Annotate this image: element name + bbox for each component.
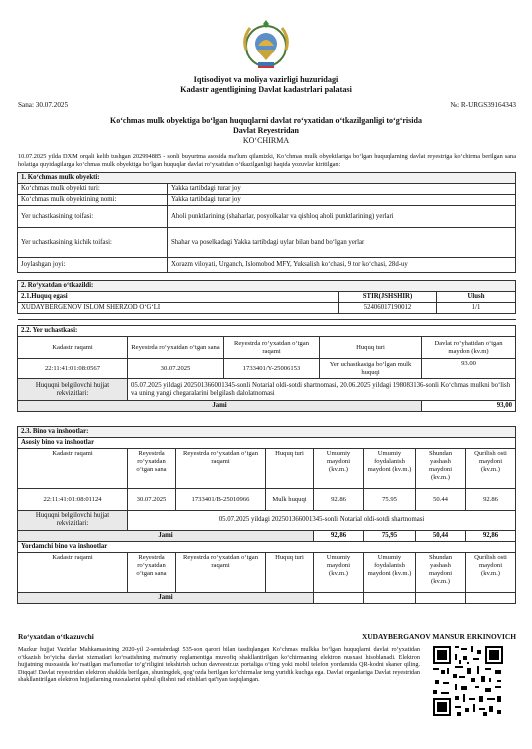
share-header: Ulush — [437, 292, 516, 303]
aux-col-date: Reyestrda ro‘yxatdan o‘tgan sana — [128, 552, 176, 592]
bld-total-area-sum: 92,86 — [314, 530, 364, 541]
title-line-1: Ko‘chmas mulk obyektiga bo‘lgan huquqlarni davlat ro‘yxatidan o‘tkazilganligi to‘g‘risida — [110, 116, 422, 125]
registrar-name: XUDAYBERGANOV MANSUR ERKINOVICH — [362, 632, 516, 641]
bld-col-living-area: Shundan yashash maydoni (kv.m.) — [416, 449, 466, 489]
land-total-value: 93,00 — [422, 401, 516, 412]
intro-paragraph: 10.07.2025 yilda DXM orqali kelib tushgan 202994885 - sonli buyurtma asosida ma'lum qilamizki, Ko‘chmas mulk obyektlariga bo‘lgan huquqlarning davlat reyestriga ko‘chirma berilgan sana holatiga quyidagilarga ko‘chmas mulk obyektiga bo‘lgan huquqlar davlat ro‘yxatidan o‘tkazilganligi haqida yozuvlar kiritilgan: — [18, 153, 516, 168]
aux-col-cadastre: Kadastr raqami — [18, 552, 128, 592]
land-plot-heading: 2.2. Yer uchastkasi: — [18, 326, 516, 337]
land-subcategory-value: Shahar va poselkadagi Yakka tartibdagi uylar bilan band bo‘lgan yerlar — [168, 228, 516, 258]
land-col-reg-number: Reyestrda ro‘yxatdan o‘tgan raqami — [224, 337, 320, 359]
bld-common-area-sum: 75,95 — [364, 530, 416, 541]
land-col-cadastre: Kadastr raqami — [18, 337, 128, 359]
land-cadastre: 22:11:41:01:08:0567 — [18, 359, 128, 379]
land-category-value: Aholi punktlarining (shaharlar, posyolkalar va qishloq aholi punktlarining) yerlari — [168, 206, 516, 228]
bld-footprint-area: 92.86 — [466, 489, 516, 511]
land-plot-table — [17, 325, 516, 412]
registration-table — [17, 280, 516, 320]
object-name-value: Yakka tartibdagi turar joy — [168, 195, 516, 206]
bld-date: 30.07.2025 — [128, 489, 176, 511]
aux-col-right-type: Huquq turi — [266, 552, 314, 592]
section-3-heading: 2.3. Bino va inshootlar: — [18, 427, 516, 438]
registrar-label: Ro‘yxatdan o‘tkazuvchi — [18, 632, 94, 641]
section-1-heading: 1. Ko‘chmas mulk obyekti: — [18, 173, 516, 184]
title-line-2: Davlat Reyestridan — [233, 126, 299, 135]
bld-right-type: Mulk huquqi — [266, 489, 314, 511]
bld-docs-value: 05.07.2025 yildagi 202501366001345-sonli Notarial oldi-sotdi shartnomasi — [128, 511, 516, 530]
bld-cadastre: 22:11:41:01:08:01124 — [18, 489, 128, 511]
document-number: №: R-URGS39164343 — [450, 101, 516, 109]
land-right-type: Yer uchastkasiga bo‘lgan mulk huquqi — [320, 359, 422, 379]
aux-buildings-heading: Yordamchi bino va inshootlar — [18, 541, 516, 552]
property-table — [17, 172, 516, 273]
bld-total-label: Jami — [18, 530, 314, 541]
object-type-value: Yakka tartibdagi turar joy — [168, 184, 516, 195]
land-col-right-type: Huquq turi — [320, 337, 422, 359]
bld-col-common-area: Umumiy foydalanish maydoni (kv.m.) — [364, 449, 416, 489]
bld-reg-number: 1733401/B-25010966 — [176, 489, 266, 511]
qr-code-icon[interactable] — [431, 644, 505, 718]
bld-col-reg-number: Reyestrda ro‘yxatdan o‘tgan raqami — [176, 449, 266, 489]
land-area: 93.00 — [422, 359, 516, 379]
main-buildings-heading: Asosiy bino va inshootlar — [18, 438, 516, 449]
land-category-label: Yer uchastkasining toifasi: — [18, 206, 168, 228]
land-subcategory-label: Yer uchastkasining kichik toifasi: — [18, 228, 168, 258]
land-total-label: Jami — [18, 401, 422, 412]
document-title — [0, 116, 532, 146]
owner-share: 1/1 — [437, 303, 516, 314]
state-emblem-icon — [236, 20, 296, 72]
buildings-table — [17, 426, 516, 604]
land-col-area: Davlat ro‘yhatidan o‘tgan maydon (kv.m) — [422, 337, 516, 359]
land-reg-number: 1733401/Y-25006153 — [224, 359, 320, 379]
aux-col-reg-number: Reyestrda ro‘yxatdan o‘tgan raqami — [176, 552, 266, 592]
bld-col-footprint-area: Qurilish osti maydoni (kv.m.) — [466, 449, 516, 489]
bld-living-area-sum: 50,44 — [416, 530, 466, 541]
owner-name: XUDAYBERGENOV ISLOM SHERZOD O‘G‘LI — [18, 303, 339, 314]
bld-docs-label: Huquqni belgilovchi hujjat rekvizitlari: — [18, 511, 128, 530]
aux-col-total-area: Umumiy maydoni (kv.m.) — [314, 552, 364, 592]
aux-col-footprint-area: Qurilish osti maydoni (kv.m.) — [466, 552, 516, 592]
owner-stir: 52406017190012 — [339, 303, 437, 314]
section-2-heading: 2. Ro‘yxatdan o‘tkazildi: — [18, 281, 516, 292]
bld-total-area: 92.86 — [314, 489, 364, 511]
bld-col-total-area: Umumiy maydoni (kv.m.) — [314, 449, 364, 489]
title-line-3: KO‘CHIRMA — [242, 136, 290, 145]
object-name-label: Ko‘chmas mulk obyektining nomi: — [18, 195, 168, 206]
bld-living-area: 50.44 — [416, 489, 466, 511]
location-value: Xorazm viloyati, Urganch, Islomobod MFY, Yuksalish ko‘chasi, 9 tor ko‘chasi, 28d-uy — [168, 258, 516, 273]
land-date: 30.07.2025 — [128, 359, 224, 379]
land-docs-label: Huquqni belgilovchi hujjat rekvizitlari: — [18, 379, 128, 401]
legal-footnote: Mazkur hujjat Vazirlar Mahkamasining 2020-yil 2-sentabrdagi 535-son qarori bilan tasdiqlangan Ko‘chmas mulkka bo‘lgan huquqlarni davlat ro‘yxatidan o‘tkazish bo‘yicha davlat xizmatlari ko‘rsatishning ma'muriy reglamentiga muvofiq shakllantirilgan ko‘chirmaning elektron nusxasi hisoblanadi. Elektron hujjatning nusxasida ko‘rsatilgan ma'lumotlar to‘g‘riligini tekshirish uchun davreestr.uz portaliga o‘ting yoki mobil telefon yordamida QR-kodni skaner qiling. Diqqat! Davlat reyestridan elektron shaklda berilgan, shuningdek, qog‘ozda berilgan ko‘chirmalar teng yuridik kuchga ega. Davlat organlariga Davlat reyestridan shakllantirilgan elektron hujjatlarning nusxalarini qabul qilishni rad etishlari qat'iyan taqiqlangan. — [18, 646, 420, 684]
bld-col-date: Reyestrda ro‘yxatdan o‘tgan sana — [128, 449, 176, 489]
bld-common-area: 75.95 — [364, 489, 416, 511]
location-label: Joylashgan joyi: — [18, 258, 168, 273]
stir-header: STIR(JSHSHIR) — [339, 292, 437, 303]
aux-total-label: Jami — [18, 592, 314, 603]
land-col-date: Reyestrda ro‘yxatdan o‘tgan sana — [128, 337, 224, 359]
bld-col-right-type: Huquq turi — [266, 449, 314, 489]
object-type-label: Ko‘chmas mulk obyekti turi: — [18, 184, 168, 195]
issue-date: Sana: 30.07.2025 — [18, 101, 69, 109]
ministry-line-2: Kadastr agentligining Davlat kadastrlari palatasi — [180, 85, 352, 95]
bld-footprint-area-sum: 92,86 — [466, 530, 516, 541]
ministry-line-1: Iqtisodiyot va moliya vazirligi huzuridagi — [193, 75, 339, 84]
aux-col-living-area: Shundan yashash maydoni (kv.m.) — [416, 552, 466, 592]
land-docs-value: 05.07.2025 yildagi 202501366001345-sonli Notarial oldi-sotdi shartnomasi, 20.06.2025 yildagi 198083136-sonli Ko‘chmas mulkni bo‘lish va uning yangi chegaralarini belgilash dalolatnomasi — [128, 379, 516, 401]
issuing-authority — [0, 75, 532, 96]
bld-col-cadastre: Kadastr raqami — [18, 449, 128, 489]
aux-col-common-area: Umumiy foydalanish maydoni (kv.m.) — [364, 552, 416, 592]
owner-heading: 2.1.Huquq egasi — [18, 292, 339, 303]
